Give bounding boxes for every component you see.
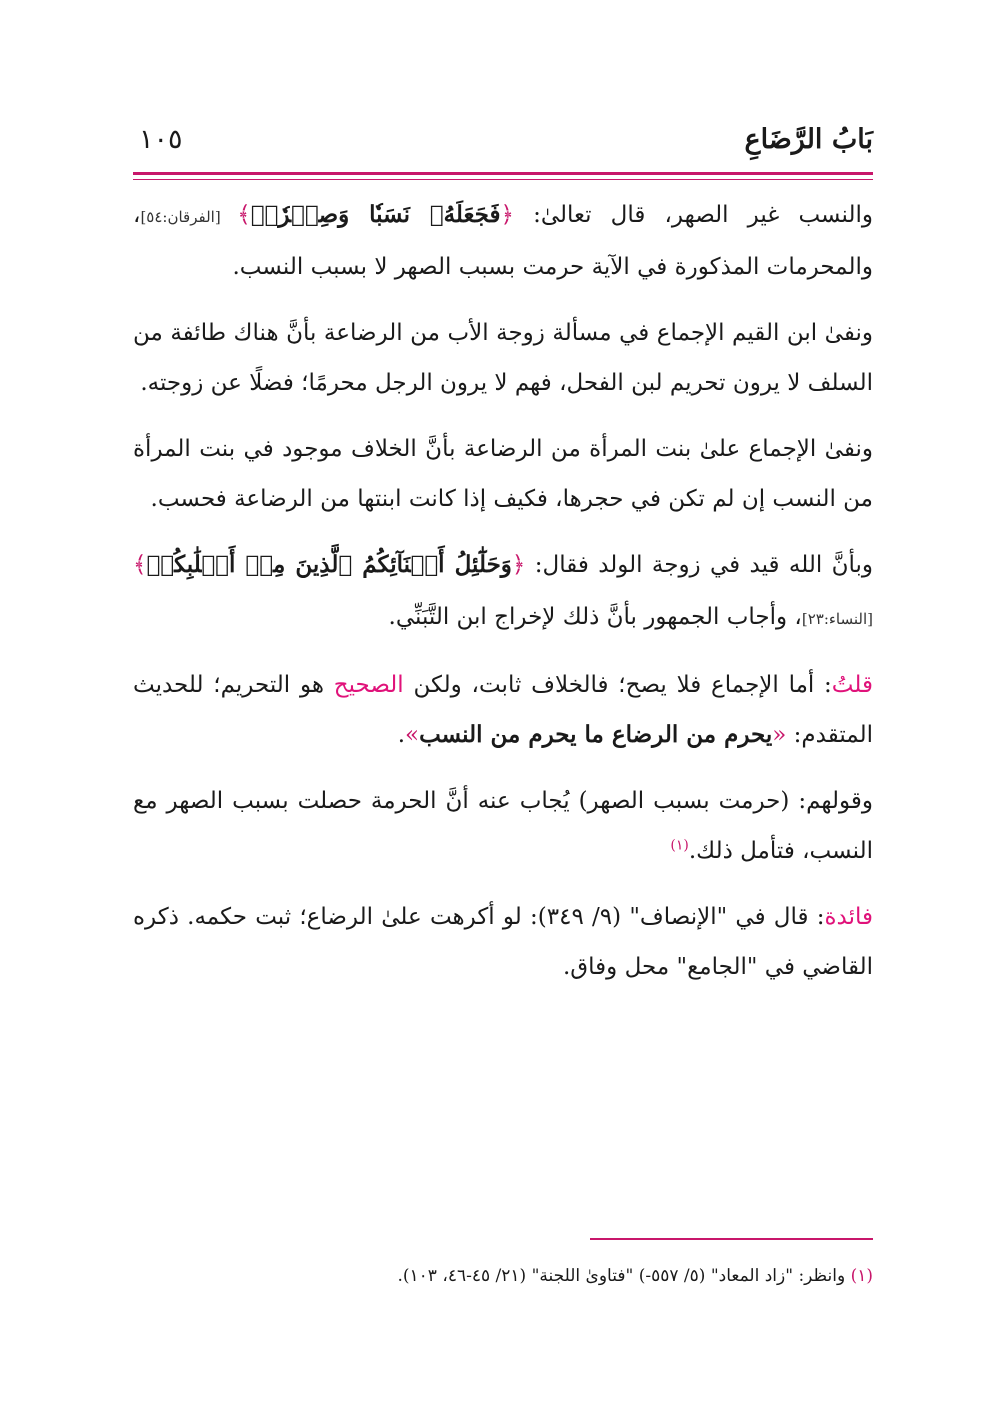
verse-reference-furqan: [الفرقان:٥٤]	[140, 208, 238, 226]
quran-open-bracket: ﴿	[500, 202, 514, 228]
paragraph-1	[133, 190, 873, 292]
paragraph-5-part2: هو التحريم؛ للحديث المتقدم:	[133, 672, 873, 748]
chapter-title: بَابُ الرَّضَاعِ	[744, 124, 873, 155]
paragraph-5-end: .	[397, 722, 405, 748]
paragraph-7-text1: : قال في	[727, 904, 825, 930]
quran-verse-nisa: وَحَلَٰٓئِلُ أَبۡنَآئِكُمُ ٱلَّذِينَ مِنۡ أَصۡلَٰبِكُمۡ	[146, 551, 512, 578]
sahih-label: الصحيح	[333, 672, 404, 698]
paragraph-4-rest: ، وأجاب الجمهور بأنَّ ذلك لإخراج ابن التَّبَنِّي.	[388, 604, 802, 630]
body-text	[133, 190, 873, 1008]
paragraph-5	[133, 660, 873, 760]
quran-close-bracket: ﴾	[237, 202, 251, 228]
faida-label: فائدة	[824, 904, 874, 930]
footnote-text: وانظر: "زاد المعاد" (٥/ ٥٥٧-) "فتاوىٰ اللجنة" (٢١/ ٤٥-٤٦، ١٠٣).	[397, 1266, 851, 1286]
header-rule-thick	[133, 172, 873, 175]
paragraph-4	[133, 540, 873, 644]
hadith-close-quote: »	[405, 722, 420, 748]
footnote	[133, 1262, 873, 1290]
page-header	[133, 118, 873, 168]
book-title-insaf: "الإنصاف"	[629, 904, 728, 930]
paragraph-2: ونفىٰ ابن القيم الإجماع في مسألة زوجة الأب من الرضاعة بأنَّ هناك طائفة من السلف لا يرون تحريم لبن الفحل، فهم لا يرون الرجل محرمًا؛ فضلًا عن زوجته.	[133, 320, 873, 396]
paragraph-5-part1: : أما الإجماع فلا يصح؛ فالخلاف ثابت، ولكن	[403, 672, 832, 698]
paragraph-7-text2: (٩/ ٣٤٩): لو أكرهت علىٰ الرضاع؛ ثبت حكمه. ذكره القاضي في	[133, 904, 873, 980]
footnote-separator	[590, 1238, 873, 1240]
paragraph-1-rest: ، والمحرمات المذكورة في الآية حرمت بسبب الصهر لا بسبب النسب.	[133, 202, 873, 280]
paragraph-1-intro: والنسب غير الصهر، قال تعالىٰ:	[513, 202, 873, 228]
hadith-text: يحرم من الرضاع ما يحرم من النسب	[419, 721, 773, 748]
footnote-number: (١)	[850, 1266, 873, 1286]
paragraph-7-text3: محل وفاق.	[563, 954, 677, 980]
hadith-open-quote: «	[772, 722, 787, 748]
paragraph-4-intro: وبأنَّ الله قيد في زوجة الولد فقال:	[525, 552, 873, 578]
book-title-jami: "الجامع"	[676, 954, 758, 980]
paragraph-6	[133, 776, 873, 876]
quran-open-bracket: ﴿	[511, 552, 526, 578]
paragraph-3: ونفىٰ الإجماع علىٰ بنت المرأة من الرضاعة بأنَّ الخلاف موجود في بنت المرأة من النسب إن لم تكن في حجرها، فكيف إذا كانت ابنتها من الرضاعة فحسب.	[133, 436, 873, 512]
header-rule-thin	[133, 179, 873, 180]
paragraph-7	[133, 892, 873, 992]
verse-reference-nisa: [النساء:٢٣]	[801, 610, 873, 628]
qultu-label: قلتُ	[831, 672, 873, 698]
footnote-reference[interactable]: (١)	[670, 837, 689, 854]
quran-verse-furqan: فَجَعَلَهُۥ نَسَبٗا وَصِهۡرٗاۗ	[250, 201, 501, 228]
quran-close-bracket: ﴾	[133, 552, 147, 578]
page-number: ١٠٥	[139, 124, 183, 155]
paragraph-6-text: وقولهم: (حرمت بسبب الصهر) يُجاب عنه أنَّ الحرمة حصلت بسبب الصهر مع النسب، فتأمل ذلك.	[133, 788, 873, 864]
